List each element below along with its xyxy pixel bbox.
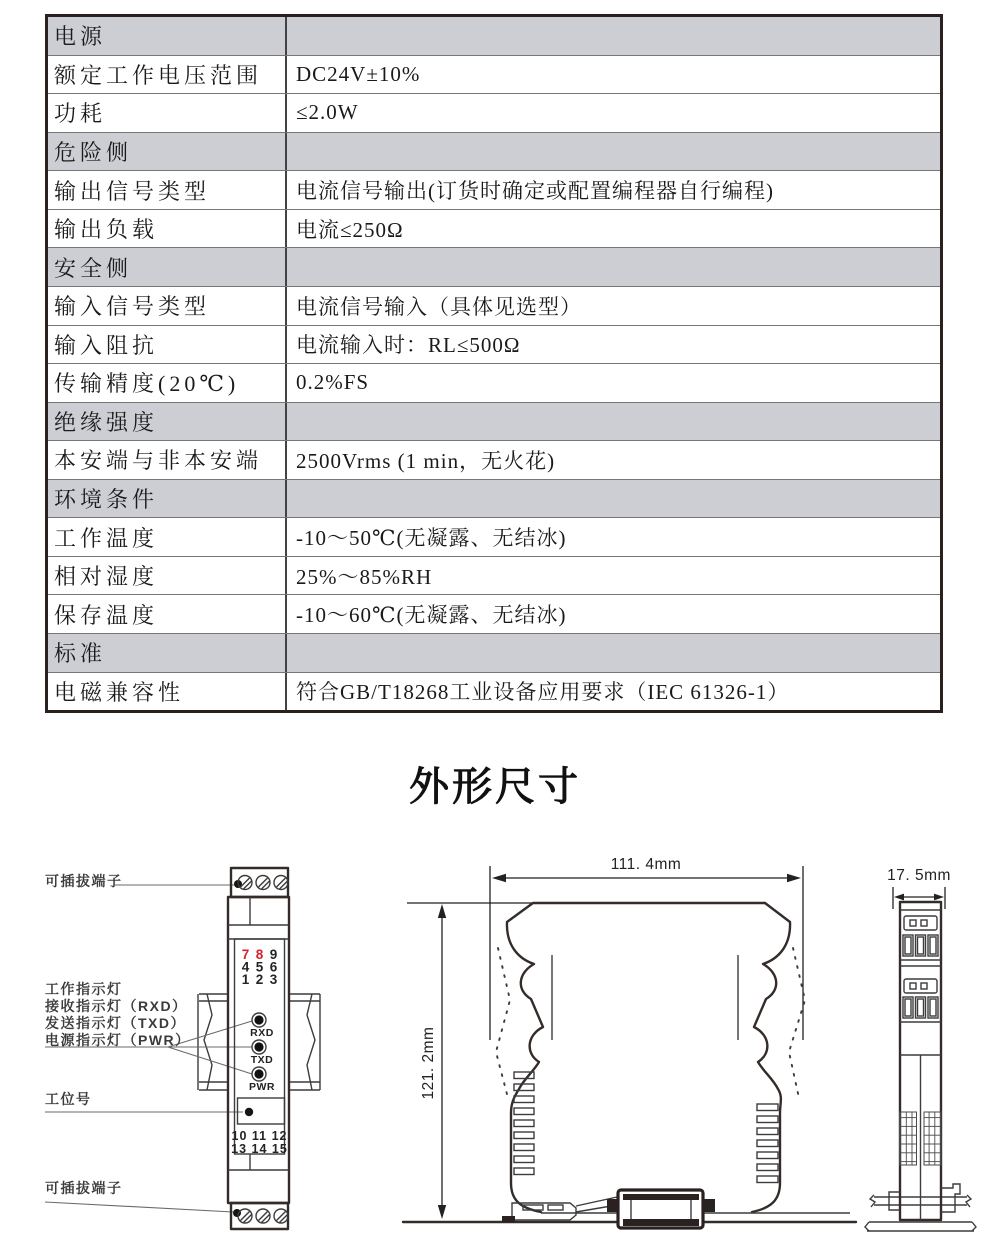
svg-text:4: 4 — [241, 959, 250, 975]
spec-label: 额定工作电压范围 — [48, 56, 287, 94]
din-rail-hardware — [403, 1190, 856, 1228]
led-pwr-label: PWR — [249, 1081, 275, 1093]
label-rx-indicator: 接收指示灯（RXD） — [45, 998, 188, 1014]
spec-label: 电磁兼容性 — [48, 673, 287, 711]
section-row — [48, 132, 940, 171]
spec-value: 2500Vrms (1 min，无火花) — [296, 448, 556, 473]
section-label: 危险侧 — [48, 133, 287, 171]
leader-dot — [233, 1209, 241, 1217]
section-row — [48, 17, 940, 55]
label-pluggable-terminal-top: 可插拔端子 — [45, 873, 123, 889]
spec-value: 电流信号输出(订货时确定或配置编程器自行编程) — [296, 179, 774, 204]
led-rxd-label: RXD — [250, 1027, 274, 1039]
section-label: 安全侧 — [48, 248, 287, 286]
svg-text:5: 5 — [255, 959, 264, 975]
table-row — [48, 440, 940, 479]
svg-text:13 14 15: 13 14 15 — [231, 1142, 288, 1156]
table-row — [48, 594, 940, 633]
table-row — [48, 93, 940, 132]
end-body — [889, 902, 960, 1220]
led-txd-icon — [254, 1042, 263, 1051]
spec-label: 传输精度(20℃) — [48, 364, 287, 402]
table-row — [48, 363, 940, 402]
section-row — [48, 633, 940, 672]
table-row — [48, 517, 940, 556]
table-row — [48, 672, 940, 711]
svg-text:9: 9 — [269, 947, 278, 962]
terminal-numbers-top — [242, 947, 278, 987]
spec-label: 工作温度 — [48, 518, 287, 556]
screw-terminal-icon — [238, 876, 288, 890]
section-label: 绝缘强度 — [48, 403, 287, 441]
spec-label: 输出负载 — [48, 210, 287, 248]
spec-value: 电流信号输入（具体见选型） — [296, 294, 582, 319]
table-row — [48, 170, 940, 209]
spec-value: 电流≤250Ω — [296, 217, 404, 242]
svg-text:3: 3 — [269, 972, 278, 987]
spec-label: 相对湿度 — [48, 557, 287, 595]
enclosure-profile — [496, 903, 805, 1212]
spec-value — [287, 480, 940, 518]
end-view-drawing — [860, 855, 990, 1243]
spec-value: 符合GB/T18268工业设备应用要求（IEC 61326-1） — [296, 680, 790, 705]
spec-value — [287, 133, 940, 171]
end-width-dimension-label: 17. 5mm — [887, 867, 951, 884]
section-row — [48, 479, 940, 518]
spec-value: -10～50℃(无凝露、无结冰) — [296, 526, 567, 551]
table-row — [48, 55, 940, 94]
height-dimension-label: 121. 2mm — [420, 1026, 437, 1100]
svg-text:6: 6 — [269, 959, 278, 975]
tag-plate — [238, 1098, 285, 1124]
svg-text:7: 7 — [241, 947, 250, 962]
spec-label: 输入信号类型 — [48, 287, 287, 325]
spec-label: 保存温度 — [48, 595, 287, 633]
label-tag-number: 工位号 — [45, 1091, 92, 1107]
section-row — [48, 402, 940, 441]
side-view-drawing — [395, 840, 865, 1243]
spec-value — [287, 248, 940, 286]
dimensions-title: 外形尺寸 — [409, 765, 581, 809]
spec-value: -10～60℃(无凝露、无结冰) — [296, 603, 567, 628]
label-pluggable-terminal-bottom: 可插拔端子 — [45, 1180, 123, 1196]
spec-label: 功耗 — [48, 94, 287, 132]
label-pwr-indicator: 电源指示灯（PWR） — [45, 1032, 191, 1048]
led-txd-label: TXD — [250, 1054, 274, 1066]
led-rxd-icon — [254, 1015, 263, 1024]
svg-text:10 11 12: 10 11 12 — [231, 1129, 288, 1143]
svg-text:1: 1 — [241, 972, 250, 987]
width-dimension-label: 111. 4mm — [610, 856, 682, 873]
front-view-drawing — [30, 860, 340, 1243]
led-indicators — [249, 1013, 275, 1093]
svg-text:2: 2 — [255, 972, 264, 987]
label-work-indicator: 工作指示灯 — [45, 981, 123, 997]
release-latch — [502, 1197, 617, 1222]
label-tx-indicator: 发送指示灯（TXD） — [45, 1015, 186, 1031]
table-row — [48, 286, 940, 325]
spec-value — [287, 403, 940, 441]
rail-band — [865, 1222, 976, 1231]
spec-value: 0.2%FS — [296, 370, 370, 395]
vent-grid-left — [900, 1112, 917, 1165]
spec-value: DC24V±10% — [296, 61, 421, 86]
spec-value: 电流输入时：RL≤500Ω — [296, 333, 521, 358]
terminal-numbers-bottom — [231, 1129, 288, 1156]
section-label: 环境条件 — [48, 480, 287, 518]
spec-value — [287, 634, 940, 672]
table-row — [48, 556, 940, 595]
spec-table — [45, 14, 943, 713]
led-pwr-icon — [254, 1069, 263, 1078]
table-row — [48, 209, 940, 248]
vent-grid-right — [924, 1112, 941, 1165]
section-label: 标准 — [48, 634, 287, 672]
screw-terminal-icon — [238, 1209, 288, 1223]
vent-slots — [514, 1072, 778, 1183]
spec-label: 输入阻抗 — [48, 326, 287, 364]
svg-text:8: 8 — [255, 947, 264, 962]
dotted-contour-left — [496, 948, 510, 1098]
spec-value: ≤2.0W — [296, 100, 359, 125]
spec-value — [287, 17, 940, 55]
spec-value: 25%～85%RH — [296, 564, 433, 589]
table-row — [48, 325, 940, 364]
section-row — [48, 247, 940, 286]
rail-clip-block — [607, 1190, 715, 1228]
spec-label: 输出信号类型 — [48, 171, 287, 209]
leader-lines — [45, 880, 252, 1217]
spec-label: 本安端与非本安端 — [48, 441, 287, 479]
section-label: 电源 — [48, 17, 287, 55]
